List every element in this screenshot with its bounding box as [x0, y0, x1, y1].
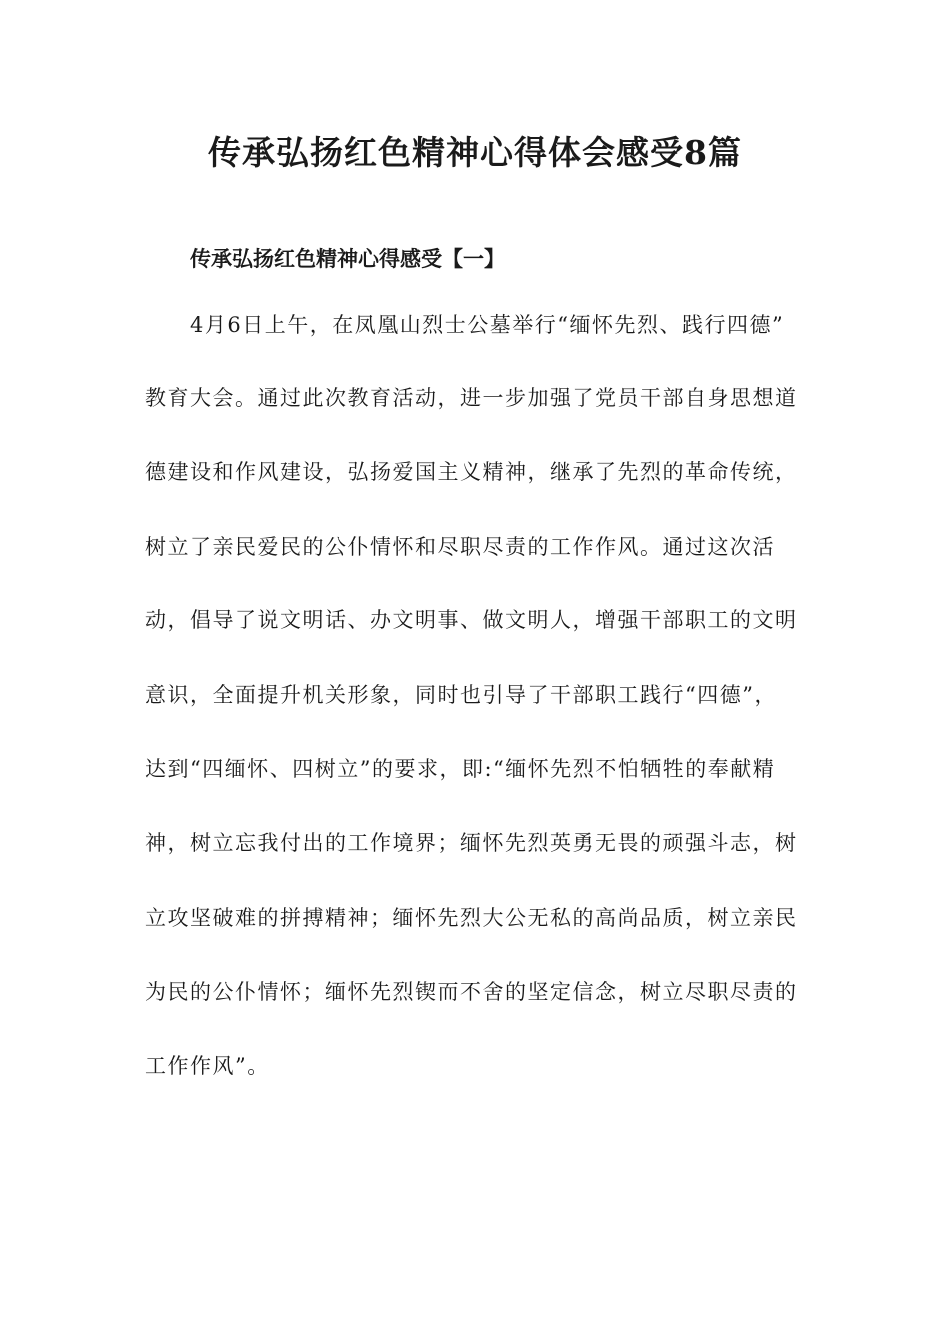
paragraph-line: 为民的公仆情怀；缅怀先烈锲而不舍的坚定信念，树立尽职尽责的	[145, 980, 798, 1004]
section-heading: 传承弘扬红色精神心得感受【一】	[190, 246, 505, 271]
paragraph-line: 立攻坚破难的拼搏精神；缅怀先烈大公无私的高尚品质，树立亲民	[145, 906, 798, 930]
paragraph-line: 树立了亲民爱民的公仆情怀和尽职尽责的工作作风。通过这次活	[145, 535, 775, 559]
paragraph-line: 德建设和作风建设，弘扬爱国主义精神，继承了先烈的革命传统，	[145, 460, 798, 484]
paragraph-line: 意识，全面提升机关形象，同时也引导了干部职工践行“四德”，	[145, 683, 777, 707]
paragraph-line: 教育大会。通过此次教育活动，进一步加强了党员干部自身思想道	[145, 386, 798, 410]
paragraph-line: 神，树立忘我付出的工作境界；缅怀先烈英勇无畏的顽强斗志，树	[145, 831, 798, 855]
paragraph-line: 动，倡导了说文明话、办文明事、做文明人，增强干部职工的文明	[145, 608, 798, 632]
paragraph-line: 4月6日上午，在凤凰山烈士公墓举行“缅怀先烈、践行四德”	[190, 313, 785, 337]
document-title: 传承弘扬红色精神心得体会感受8篇	[208, 133, 742, 172]
paragraph-line: 工作作风”。	[145, 1054, 270, 1078]
paragraph-line: 达到“四缅怀、四树立”的要求，即:“缅怀先烈不怕牺牲的奉献精	[145, 757, 776, 781]
